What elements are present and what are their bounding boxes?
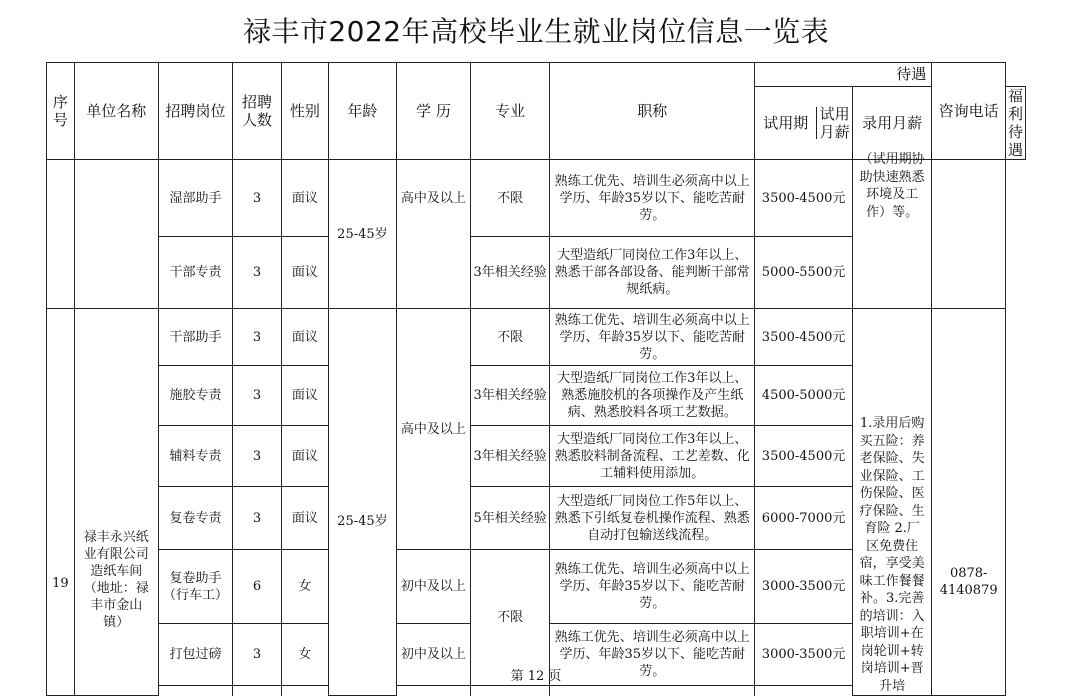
header-education: 学 历 <box>397 63 471 160</box>
salary-cell: 3000-3500元 <box>755 550 853 624</box>
education-cell: 高中及以上 <box>397 160 471 309</box>
page-title: 禄丰市2022年高校毕业生就业岗位信息一览表 <box>242 15 830 48</box>
title-cell: 大型造纸厂同岗位工作3年以上、熟悉胶料制备流程、工艺差数、化工辅料使用添加。 <box>550 426 755 487</box>
education-cell: 初中及以上 <box>397 550 471 624</box>
gender-cell: 女 <box>281 624 328 686</box>
title-cell: 大型造纸厂同岗位工作3年以上、熟悉干部各部设备、能判断干部常规纸病。 <box>550 237 755 309</box>
position-cell: 湿部助手 <box>158 160 232 237</box>
count-cell: 6 <box>233 550 282 624</box>
header-benefits: 福利待遇 <box>1005 87 1025 160</box>
major-cell: 不限 <box>470 309 550 366</box>
gender-cell: 面议 <box>281 309 328 366</box>
major-cell: 不限 <box>470 160 550 237</box>
header-trial-cell <box>755 87 853 160</box>
header-trial-period: 试用期 <box>763 114 809 132</box>
major-cell: 3年相关经验 <box>470 366 550 426</box>
header-age: 年龄 <box>328 63 396 160</box>
seq-cell: 19 <box>47 309 75 696</box>
count-cell: 3 <box>233 309 282 366</box>
header-phone: 咨询电话 <box>932 63 1006 160</box>
count-cell: 3 <box>233 237 282 309</box>
benefits-cell <box>852 152 931 309</box>
gender-cell: 面议 <box>281 237 328 309</box>
title-cell: 大型造纸厂同岗位工作5年以上、熟悉下引纸复卷机操作流程、熟悉自动打包输送线流程。 <box>550 487 755 550</box>
major-cell: 3年相关经验 <box>470 426 550 487</box>
education-cell: 高中及以上 <box>397 309 471 550</box>
position-cell: 复卷专责 <box>158 487 232 550</box>
gender-cell: 女 <box>281 550 328 624</box>
major-cell: 5年相关经验 <box>470 487 550 550</box>
count-cell: 3 <box>233 487 282 550</box>
header-regular-salary: 录用月薪 <box>852 87 931 160</box>
salary-cell: 3500-4500元 <box>755 426 853 487</box>
major-cell: 不限 <box>470 550 550 686</box>
position-cell: 干部助手 <box>158 309 232 366</box>
header-position: 招聘岗位 <box>158 63 232 160</box>
count-cell: 3 <box>233 160 282 237</box>
page-number: 第 12 页 <box>510 669 562 684</box>
gender-cell: 面议 <box>281 366 328 426</box>
header-gender: 性别 <box>281 63 328 160</box>
salary-cell: 3000-3500元 <box>755 624 853 686</box>
position-cell: 施胶专责 <box>158 366 232 426</box>
count-cell: 3 <box>233 426 282 487</box>
header-treatment: 待遇 <box>896 65 927 83</box>
title-cell: 熟练工优先、培训生必须高中以上学历、年龄35岁以下、能吃苦耐劳。 <box>550 309 755 366</box>
age-cell: 25-45岁 <box>328 309 396 696</box>
count-cell: 3 <box>233 624 282 686</box>
salary-cell: 3500-4500元 <box>755 160 853 237</box>
salary-cell: 4500-5000元 <box>755 366 853 426</box>
position-cell: 辅料专责 <box>158 426 232 487</box>
salary-cell: 6000-7000元 <box>755 487 853 550</box>
age-cell: 25-45岁 <box>328 160 396 309</box>
header-major: 专业 <box>470 63 550 160</box>
header-seq: 序号 <box>47 63 75 160</box>
title-cell: 熟练工优先、培训生必须高中以上学历、年龄35岁以下、能吃苦耐劳。 <box>550 550 755 624</box>
header-unit: 单位名称 <box>74 63 158 160</box>
header-count: 招聘人数 <box>233 63 282 160</box>
header-treatment-cell <box>755 63 932 87</box>
title-cell: 熟练工优先、培训生必须高中以上学历、年龄35岁以下、能吃苦耐劳。 <box>550 160 755 237</box>
gender-cell: 面议 <box>281 160 328 237</box>
benefit-fragment: 助快速熟悉环境及工作）等。 <box>859 169 925 220</box>
count-cell: 3 <box>233 366 282 426</box>
education-cell: 初中及以上 <box>397 624 471 686</box>
salary-cell: 3500-4500元 <box>755 309 853 366</box>
table-row <box>47 309 1026 366</box>
benefits-cell: 1.录用后购买五险：养老保险、失业保险、工伤保险、医疗保险、生育险 2.厂区免费住宿，享受美味工作餐餐补。3.完善的培训：入职培训+在岗轮训+转岗培训+晋升培 <box>852 309 931 696</box>
gender-cell: 面议 <box>281 426 328 487</box>
position-cell: 干部专责 <box>158 237 232 309</box>
benefit-fragment-cut: （试用期协 <box>859 152 925 167</box>
position-cell: 打包过磅 <box>158 624 232 686</box>
gender-cell: 面议 <box>281 487 328 550</box>
salary-cell: 5000-5500元 <box>755 237 853 309</box>
phone-cell: 0878-4140879 <box>932 309 1006 696</box>
title-cell: 大型造纸厂同岗位工作3年以上、熟悉施胶机的各项操作及产生纸病、熟悉胶料各项工艺数据。 <box>550 366 755 426</box>
header-title: 职称 <box>550 63 755 160</box>
position-cell: 复卷助手（行车工） <box>158 550 232 624</box>
unit-cell: 禄丰永兴纸业有限公司造纸车间（地址：禄丰市金山镇） <box>74 309 158 696</box>
title-cell: 熟练工优先、培训生必须高中以上学历、年龄35岁以下、能吃苦耐劳。 <box>550 624 755 686</box>
table-row <box>47 160 1026 237</box>
major-cell: 3年相关经验 <box>470 237 550 309</box>
header-trial-salary: 试用月薪 <box>819 105 850 141</box>
job-table <box>46 62 1026 696</box>
